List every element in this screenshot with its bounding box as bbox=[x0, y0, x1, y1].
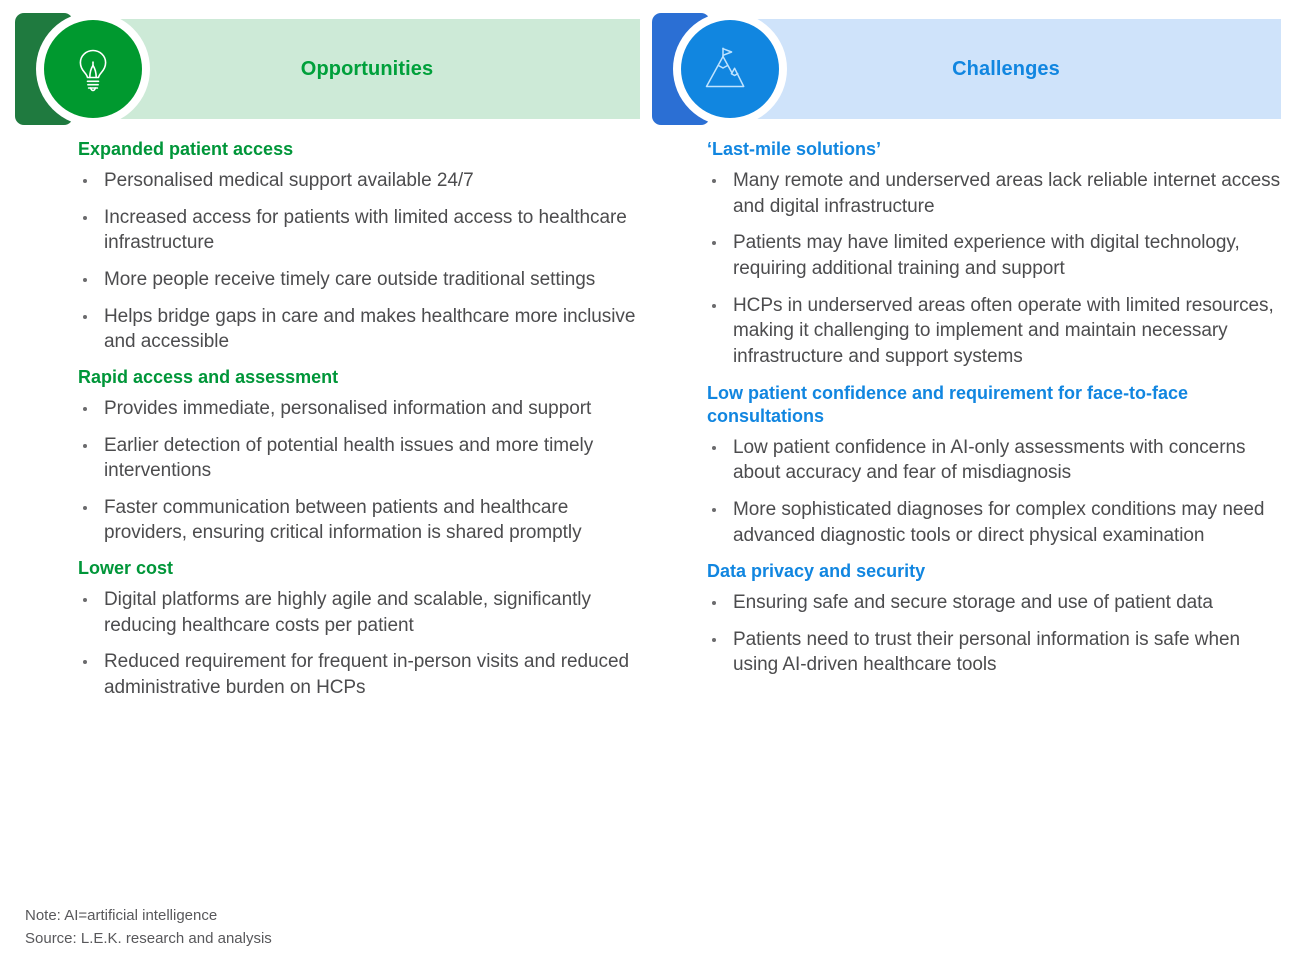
list-item: Provides immediate, personalised information and support bbox=[78, 396, 644, 422]
list-item: More sophisticated diagnoses for complex conditions may need advanced diagnostic tools or direct physical examination bbox=[707, 497, 1283, 548]
list-item: Patients may have limited experience with digital technology, requiring additional training and support bbox=[707, 230, 1283, 281]
group-heading: ‘Last-mile solutions’ bbox=[707, 139, 882, 159]
mountain-flag-icon bbox=[702, 41, 758, 97]
list-item: Digital platforms are highly agile and scalable, significantly reducing healthcare costs per patient bbox=[78, 587, 644, 638]
note-line: Note: AI=artificial intelligence bbox=[25, 906, 218, 924]
bullet-list bbox=[78, 587, 644, 701]
bullet-list bbox=[707, 435, 1283, 549]
bullet-list bbox=[78, 168, 644, 355]
list-item: Helps bridge gaps in care and makes healthcare more inclusive and accessible bbox=[78, 304, 644, 355]
list-item: Reduced requirement for frequent in-person visits and reduced administrative burden on HCPs bbox=[78, 649, 644, 700]
list-item: Earlier detection of potential health issues and more timely interventions bbox=[78, 433, 644, 484]
bullet-list bbox=[78, 396, 644, 546]
bullet-list bbox=[707, 168, 1283, 369]
list-item: Patients need to trust their personal information is safe when using AI-driven healthcare tools bbox=[707, 627, 1283, 678]
group-heading: Lower cost bbox=[78, 558, 174, 579]
challenges-title: Challenges bbox=[952, 57, 1060, 80]
list-item: Low patient confidence in AI-only assessments with concerns about accuracy and fear of misdiagnosis bbox=[707, 435, 1283, 486]
group-low-patient-confidence bbox=[707, 382, 1283, 549]
list-item: HCPs in underserved areas often operate with limited resources, making it challenging to implement and maintain necessary infrastructure and support systems bbox=[707, 293, 1283, 370]
list-item: More people receive timely care outside traditional settings bbox=[78, 267, 644, 293]
lightbulb-icon bbox=[66, 42, 120, 96]
opportunities-icon-badge bbox=[36, 12, 150, 126]
group-lower-cost bbox=[78, 557, 644, 701]
list-item: Increased access for patients with limited access to healthcare infrastructure bbox=[78, 205, 644, 256]
group-heading: Rapid access and assessment bbox=[78, 366, 339, 387]
group-rapid-access-and-assessment bbox=[78, 366, 644, 546]
list-item: Personalised medical support available 24/7 bbox=[78, 168, 644, 194]
icon-disc-blue bbox=[681, 20, 779, 118]
footnotes bbox=[25, 904, 272, 951]
challenges-banner bbox=[655, 19, 1281, 119]
list-item: Ensuring safe and secure storage and use of patient data bbox=[707, 590, 1283, 616]
group-expanded-patient-access bbox=[78, 138, 644, 355]
bullet-list bbox=[707, 590, 1283, 678]
group-last-mile-solutions bbox=[707, 138, 1283, 370]
group-heading: Data privacy and security bbox=[707, 561, 926, 582]
group-data-privacy-and-security bbox=[707, 560, 1283, 678]
group-heading: Expanded patient access bbox=[78, 139, 294, 159]
opportunities-title: Opportunities bbox=[300, 57, 434, 80]
source-line: Source: L.E.K. research and analysis bbox=[25, 929, 272, 947]
list-item: Faster communication between patients and healthcare providers, ensuring critical information is shared promptly bbox=[78, 495, 644, 546]
opportunities-banner bbox=[18, 19, 640, 119]
challenges-column bbox=[707, 138, 1283, 690]
opportunities-column bbox=[78, 138, 644, 712]
challenges-icon-badge bbox=[673, 12, 787, 126]
group-heading: Low patient confidence and requirement for face-to-face consultations bbox=[707, 382, 1189, 426]
list-item: Many remote and underserved areas lack reliable internet access and digital infrastructure bbox=[707, 168, 1283, 219]
icon-disc-green bbox=[44, 20, 142, 118]
